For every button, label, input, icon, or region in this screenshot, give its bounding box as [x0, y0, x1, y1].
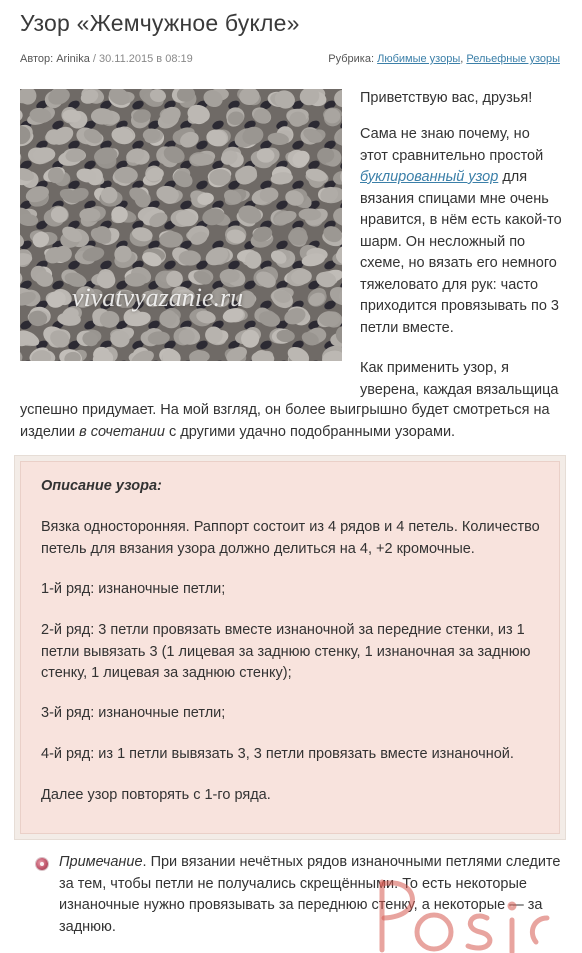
- photo-watermark: vivatvyazanie.ru: [72, 283, 244, 312]
- rubric-separator: ,: [460, 53, 464, 65]
- bullet-icon: [36, 858, 48, 870]
- row-3-instruction: 3-й ряд: изнаночные петли;: [41, 705, 226, 721]
- author-name: Arinika: [56, 53, 90, 65]
- row-4-instruction: 4-й ряд: из 1 петли вывязать 3, 3 петли провязать вместе изнаночной.: [41, 746, 514, 762]
- boucle-pattern-link[interactable]: буклированный узор: [360, 169, 499, 185]
- author-info: [20, 53, 193, 65]
- rubric-info: [328, 53, 560, 65]
- combination-term: в сочетании: [79, 423, 165, 440]
- rubric-link-favorite[interactable]: Любимые узоры: [377, 53, 461, 65]
- pattern-description-box: [20, 461, 560, 834]
- usage-paragraph-end: успешно придумает. На мой взгляд, он более выигрышно будет смотреться на изделии в сочетании с другими удачно подобранными узорами.: [20, 402, 550, 440]
- row-2-instruction: 2-й ряд: 3 петли провязать вместе изнаночной за передние стенки, из 1 петли вывязать 3 (1 лицевая за заднюю стенку, 1 изнаночная за заднюю стенку, 1 лицевая за заднюю стенку);: [41, 622, 531, 681]
- post-meta: [20, 53, 560, 65]
- knit-texture: [20, 89, 342, 361]
- description-title: Описание узора:: [41, 478, 162, 494]
- post-title: Узор «Жемчужное букле»: [20, 10, 300, 36]
- row-1-instruction: 1-й ряд: изнаночные петли;: [41, 581, 226, 597]
- description-intro: Вязка односторонняя. Раппорт состоит из 4 рядов и 4 петель. Количество петель для вязания узора должно делиться на 4, +2 кромочные.: [41, 519, 540, 557]
- note-paragraph: Примечание. При вязании нечётных рядов изнаночными петлями следите за тем, чтобы петли не получались скрещёнными. То есть некоторые изнаночные нужно провязывать за переднюю стенку, а некоторые — за заднюю.: [59, 854, 561, 935]
- greeting-text: Приветствую вас, друзья!: [360, 90, 533, 106]
- pattern-photo: [20, 89, 342, 361]
- rubric-link-relief[interactable]: Рельефные узоры: [466, 53, 560, 65]
- intro-paragraph: Сама не знаю почему, но этот сравнительно простой буклированный узор для вязания спицами мне очень нравится, в нём есть какой-то шарм. Он несложный по схеме, но вязать его немного тяжеловато для рук: часто приходится провязывать по 3 петли вместе.: [360, 126, 562, 336]
- repeat-instruction: Далее узор повторять с 1-го ряда.: [41, 787, 271, 803]
- post-date: / 30.11.2015 в 08:19: [92, 53, 193, 65]
- rubric-label: Рубрика:: [328, 53, 375, 65]
- usage-paragraph-start: Как применить узор, я уверена, каждая вязальщица: [360, 360, 559, 398]
- author-label: Автор:: [20, 53, 54, 65]
- note-label: Примечание: [59, 854, 143, 870]
